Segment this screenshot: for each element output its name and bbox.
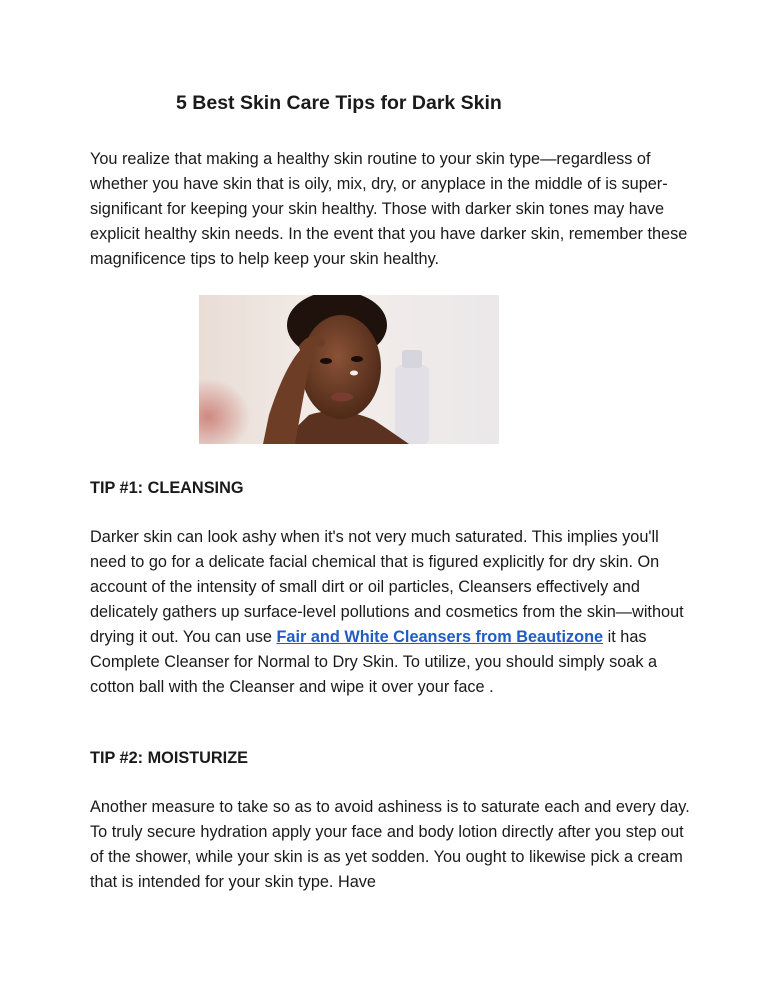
tip-1-text-before-link: Darker skin can look ashy when it's not very much saturated. This implies you'll need to go for a delicate facial chemical that is figured explicitly for dry skin. On account of the intensity of small dirt or oil particles, Cleansers effectively and delicately gathers up surface-level pollutions and cosmetics from the skin—without drying it out. You can use [90, 528, 684, 646]
tip-1-heading: TIP #1: CLEANSING [90, 479, 244, 497]
tip-1-text-after-link: it has Complete Cleanser for Normal to Dry Skin. To utilize, you should simply soak a cotton ball with the Cleanser and wipe it over your face . [90, 628, 658, 696]
intro-paragraph: You realize that making a healthy skin routine to your skin type—regardless of whether you have skin that is oily, mix, dry, or anyplace in the middle of is super-significant for keeping your skin healthy. Those with darker skin tones may have explicit healthy skin needs. In the event that you have darker skin, remember these magnificence tips to help keep your skin healthy. [90, 150, 688, 268]
beautizone-cleansers-link[interactable]: Fair and White Cleansers from Beautizone [276, 628, 604, 646]
page-title: 5 Best Skin Care Tips for Dark Skin [176, 92, 502, 114]
tip-2-paragraph: Another measure to take so as to avoid ashiness is to saturate each and every day. To truly secure hydration apply your face and body lotion directly after you step out of the shower, while your skin is as yet sodden. You ought to likewise pick a cream that is intended for your skin type. Have [90, 798, 690, 891]
photo-illustration [199, 295, 499, 444]
tip-1-paragraph [90, 525, 690, 700]
woman-applying-skin-cream-photo [199, 295, 499, 444]
tip-2-heading: TIP #2: MOISTURIZE [90, 749, 249, 767]
